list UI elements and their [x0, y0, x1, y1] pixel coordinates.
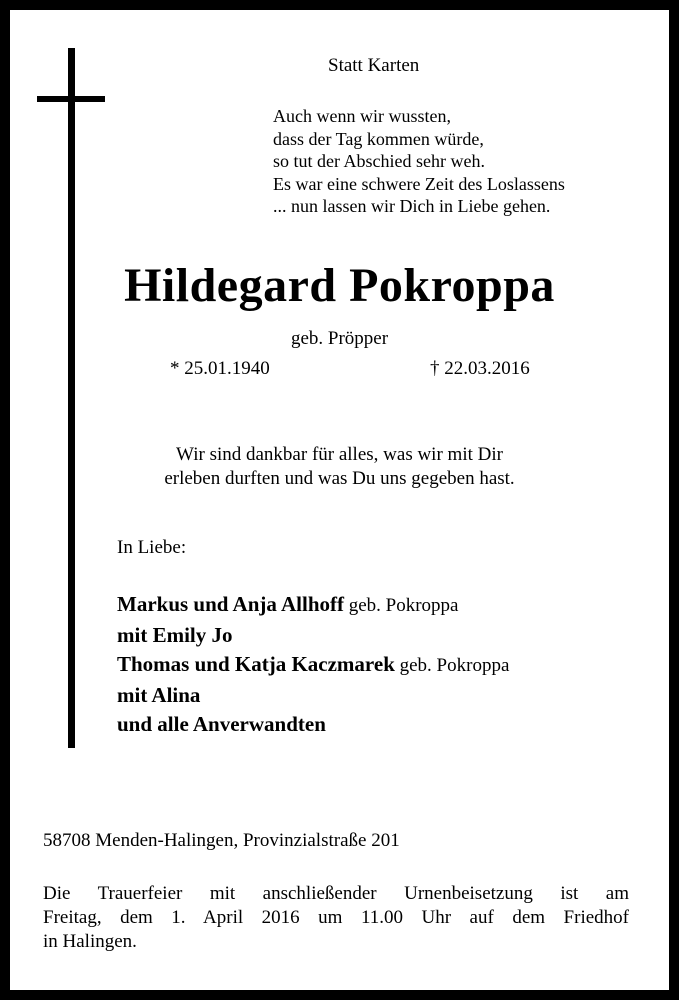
address: 58708 Menden-Halingen, Provinzialstraße 201 — [43, 830, 400, 851]
cross-icon-bar — [37, 96, 105, 102]
mourner-row — [117, 621, 509, 651]
service-info — [43, 882, 629, 954]
poem-line: Auch wenn wir wussten, — [273, 106, 451, 126]
service-line: Freitag, dem 1. April 2016 um 11.00 Uhr auf dem Friedhof — [43, 907, 629, 928]
mourner-name: mit Alina — [117, 682, 201, 707]
maiden-name: geb. Pröpper — [290, 328, 389, 349]
mourner-name: mit Emily Jo — [117, 622, 233, 647]
poem-line: dass der Tag kommen würde, — [273, 128, 484, 149]
mourner-note: geb. Pokroppa — [343, 595, 459, 616]
thanks-line: Wir sind dankbar für alles, was wir mit Dir — [176, 444, 503, 465]
death-date: † 22.03.2016 — [430, 358, 530, 379]
statt-karten-label: Statt Karten — [328, 55, 420, 76]
mourner-name: und alle Anverwandten — [117, 712, 326, 736]
poem-line: ... nun lassen wir Dich in Liebe gehen. — [273, 196, 551, 216]
mourner-note: geb. Pokroppa — [394, 655, 510, 676]
mourners-list — [117, 590, 509, 740]
cross-icon — [68, 48, 75, 748]
mourners-intro: In Liebe: — [117, 537, 187, 558]
birth-date: * 25.01.1940 — [170, 358, 270, 379]
thanks-text — [10, 443, 669, 491]
poem-line: so tut der Abschied sehr weh. — [273, 151, 485, 171]
poem — [273, 105, 565, 218]
mourner-row — [117, 650, 509, 681]
mourner-name: Thomas und Katja Kaczmarek — [117, 652, 395, 676]
thanks-line: erleben durften und was Du uns gegeben hast. — [164, 468, 515, 489]
mourner-row — [117, 681, 509, 711]
mourner-name: Markus und Anja Allhoff — [117, 592, 344, 616]
deceased-name: Hildegard Pokroppa — [124, 259, 555, 312]
poem-line: Es war eine schwere Zeit des Loslassens — [273, 173, 565, 194]
service-line: in Halingen. — [43, 931, 137, 952]
mourner-row — [117, 710, 509, 740]
service-line: Die Trauerfeier mit anschließender Urnenbeisetzung ist am — [43, 883, 629, 904]
mourner-row — [117, 590, 509, 621]
